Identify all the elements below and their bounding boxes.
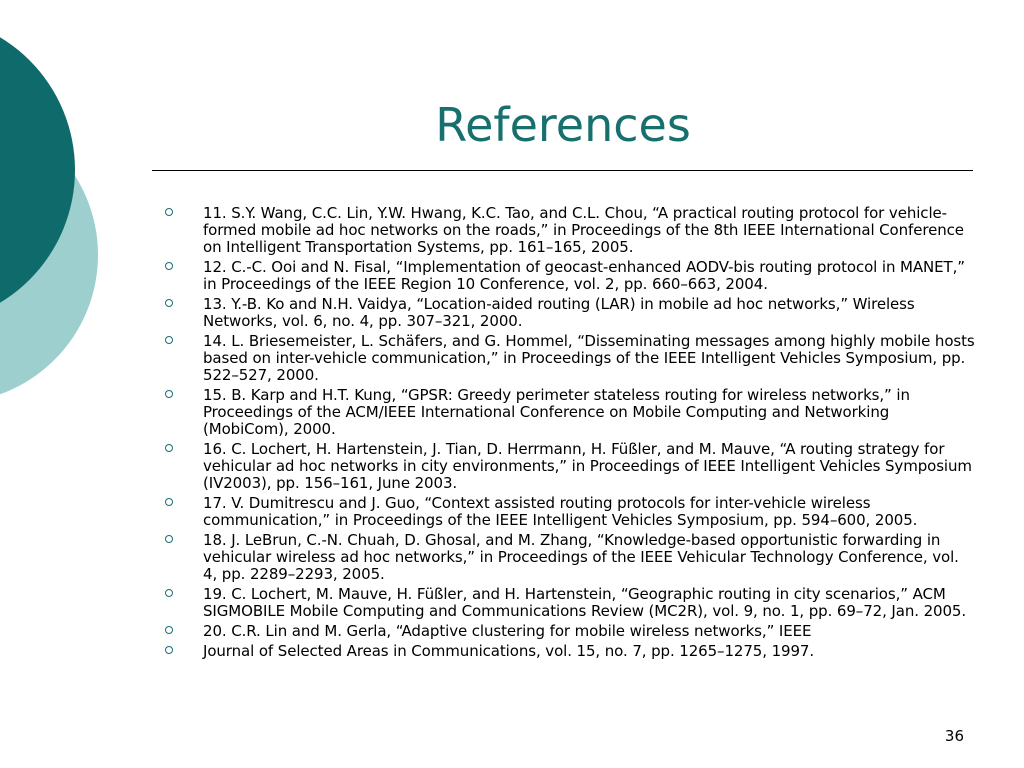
- page-number: 36: [944, 727, 964, 745]
- bullet-icon: [165, 336, 173, 344]
- reference-text: 19. C. Lochert, M. Mauve, H. Füßler, and H. Hartenstein, “Geographic routing in city scenarios,” ACM SIGMOBILE Mobile Computing and Communications Review (MC2R), vol. 9, no. 1, pp. 69–72, Jan. 2005.: [203, 585, 967, 620]
- reference-text: 16. C. Lochert, H. Hartenstein, J. Tian, D. Herrmann, H. Füßler, and M. Mauve, “A routing strategy for vehicular ad hoc networks in city environments,” in Proceedings of IEEE Intelligent Vehicles Symposium (IV2003), pp. 156–161, June 2003.: [203, 440, 972, 492]
- reference-text: Journal of Selected Areas in Communications, vol. 15, no. 7, pp. 1265–1275, 1997.: [203, 642, 815, 660]
- reference-item: [162, 441, 977, 492]
- bullet-icon: [165, 626, 173, 634]
- reference-item: [162, 586, 977, 620]
- reference-text: 17. V. Dumitrescu and J. Guo, “Context assisted routing protocols for inter-vehicle wireless communication,” in Proceedings of the IEEE Intelligent Vehicles Symposium, pp. 594–600, 2005.: [203, 494, 918, 529]
- reference-text: 20. C.R. Lin and M. Gerla, “Adaptive clustering for mobile wireless networks,” IEEE: [203, 622, 812, 640]
- reference-text: 12. C.-C. Ooi and N. Fisal, “Implementation of geocast-enhanced AODV-bis routing protocol in MANET,” in Proceedings of the IEEE Region 10 Conference, vol. 2, pp. 660–663, 2004.: [203, 258, 965, 293]
- bullet-icon: [165, 646, 173, 654]
- reference-text: 14. L. Briesemeister, L. Schäfers, and G. Hommel, “Disseminating messages among highly mobile hosts based on inter-vehicle communication,” in Proceedings of the IEEE Intelligent Vehicles Symposium, pp. 522–527, 2000.: [203, 332, 975, 384]
- reference-item: [162, 387, 977, 438]
- reference-item: [162, 259, 977, 293]
- reference-item: [162, 643, 977, 660]
- bullet-icon: [165, 390, 173, 398]
- reference-text: 18. J. LeBrun, C.-N. Chuah, D. Ghosal, and M. Zhang, “Knowledge-based opportunistic forwarding in vehicular wireless ad hoc networks,” in Proceedings of the IEEE Vehicular Technology Conference, vol. 4, pp. 2289–2293, 2005.: [203, 531, 959, 583]
- bullet-icon: [165, 208, 173, 216]
- reference-text: 13. Y.-B. Ko and N.H. Vaidya, “Location-aided routing (LAR) in mobile ad hoc networks,” Wireless Networks, vol. 6, no. 4, pp. 307–321, 2000.: [203, 295, 915, 330]
- reference-text: 11. S.Y. Wang, C.C. Lin, Y.W. Hwang, K.C. Tao, and C.L. Chou, “A practical routing protocol for vehicle-formed mobile ad hoc networks on the roads,” in Proceedings of the 8th IEEE International Conference on Intelligent Transportation Systems, pp. 161–165, 2005.: [203, 204, 964, 256]
- bullet-icon: [165, 444, 173, 452]
- reference-item: [162, 205, 977, 256]
- slide-title: References: [435, 98, 691, 152]
- title-divider: [152, 170, 973, 171]
- reference-item: [162, 296, 977, 330]
- reference-item: [162, 495, 977, 529]
- bullet-icon: [165, 262, 173, 270]
- reference-item: [162, 333, 977, 384]
- bullet-icon: [165, 589, 173, 597]
- bullet-icon: [165, 535, 173, 543]
- reference-item: [162, 623, 977, 640]
- reference-list: [162, 205, 977, 663]
- bullet-icon: [165, 299, 173, 307]
- bullet-icon: [165, 498, 173, 506]
- decorative-circles: [0, 0, 110, 420]
- reference-text: 15. B. Karp and H.T. Kung, “GPSR: Greedy perimeter stateless routing for wireless networks,” in Proceedings of the ACM/IEEE International Conference on Mobile Computing and Networking (MobiCom), 2000.: [203, 386, 910, 438]
- reference-item: [162, 532, 977, 583]
